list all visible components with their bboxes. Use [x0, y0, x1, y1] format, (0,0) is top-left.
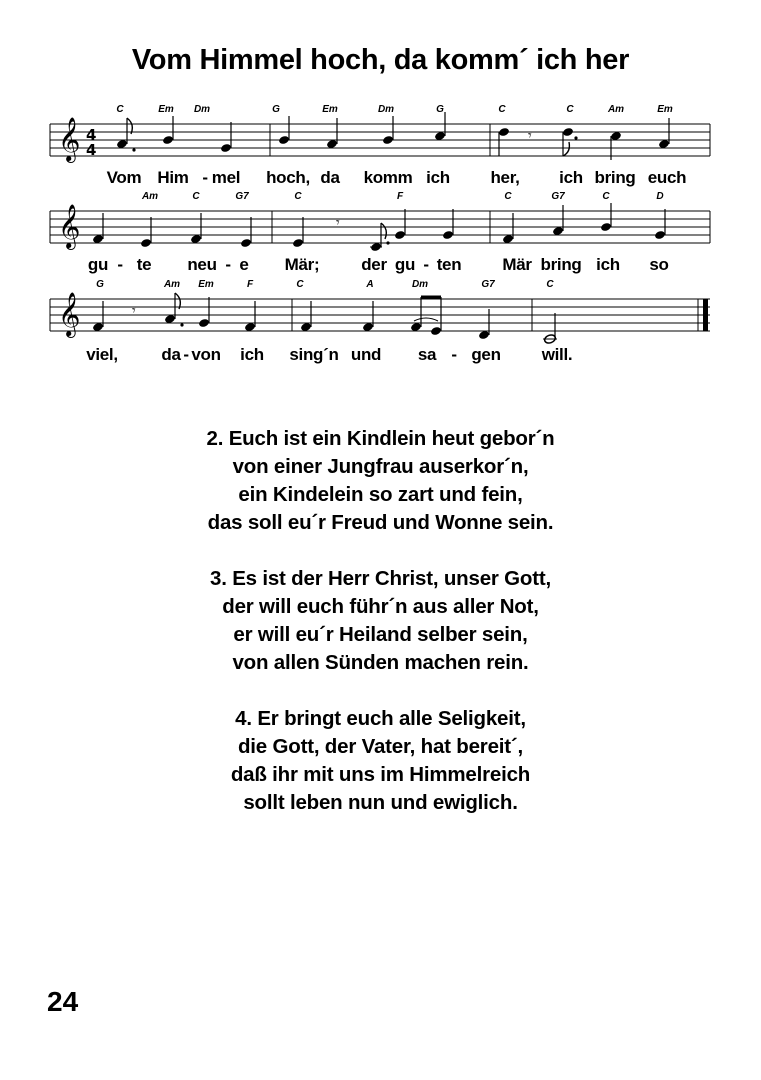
lyric-syllable: da: [320, 168, 340, 187]
chord-symbol: C: [296, 279, 304, 290]
treble-clef-icon: 𝄞: [58, 204, 81, 248]
chord-symbol: D: [656, 191, 664, 202]
verse-line: die Gott, der Vater, hat bereit´,: [237, 735, 524, 758]
lyric-syllable: will.: [541, 345, 573, 364]
chord-symbol: G: [96, 279, 104, 290]
chord-symbol: Em: [657, 104, 673, 115]
chord-symbol: Am: [607, 104, 625, 115]
lyric-syllable: sing´n: [289, 345, 339, 364]
lyric-syllable: Vom: [106, 168, 142, 187]
song-title: Vom Himmel hoch, da komm´ ich her: [131, 44, 630, 76]
chord-symbol: Em: [322, 104, 338, 115]
verse-line: sollt leben nun und ewiglich.: [243, 791, 518, 814]
verse-line: 4. Er bringt euch alle Seligkeit,: [235, 707, 526, 730]
lyric-syllable: der: [361, 255, 387, 274]
verse-4: [0, 705, 761, 817]
staff-2: [50, 195, 710, 248]
chord-symbol: Dm: [193, 104, 211, 115]
lyric-syllable: te: [136, 255, 152, 274]
lyric-syllable: mel: [211, 168, 241, 187]
lyric-syllable: Mär: [502, 255, 532, 274]
page-number: 24: [47, 986, 79, 1017]
lyric-syllable: da: [161, 345, 181, 364]
lyric-syllable: -: [117, 255, 123, 274]
lyric-syllable: -: [423, 255, 429, 274]
music-system-3: [50, 279, 710, 378]
chord-symbol: F: [246, 279, 254, 290]
notes-measure-8: [300, 297, 490, 340]
lyric-syllable: Mär;: [284, 255, 320, 274]
staff-3: [50, 283, 710, 339]
lyric-syllable: -: [202, 168, 208, 187]
chord-symbol: C: [504, 191, 512, 202]
chord-symbol: Dm: [411, 279, 429, 290]
lyric-syllable: her,: [490, 168, 520, 187]
lyric-syllable: ich: [596, 255, 620, 274]
lyric-syllable: sa: [417, 345, 437, 364]
lyric-syllable: -: [451, 345, 457, 364]
treble-clef-icon: 𝄞: [58, 117, 81, 161]
chord-symbol: C: [546, 279, 554, 290]
lyric-syllable: euch: [647, 168, 687, 187]
treble-clef-icon: 𝄞: [58, 292, 81, 336]
verse-3: [0, 565, 761, 677]
music-system-2: [50, 191, 710, 285]
verse-line: von allen Sünden machen rein.: [232, 651, 529, 674]
verse-line: er will eu´r Heiland selber sein,: [233, 623, 528, 646]
verse-2: [0, 425, 761, 537]
lyric-syllable: ich: [426, 168, 450, 187]
lyric-syllable: hoch,: [266, 168, 310, 187]
lyric-syllable: ten: [436, 255, 462, 274]
verse-line: das soll eu´r Freud und Wonne sein.: [207, 511, 554, 534]
chord-symbol: G7: [481, 279, 495, 290]
svg-text:𝄾: 𝄾: [132, 303, 136, 319]
time-signature-top: 4: [86, 126, 97, 144]
verse-line: daß ihr mit uns im Himmelreich: [230, 763, 531, 786]
lyric-syllable: gu: [87, 255, 109, 274]
chord-symbol: Am: [141, 191, 159, 202]
chord-symbol: Em: [158, 104, 174, 115]
lyric-syllable: Him: [157, 168, 189, 187]
lyric-syllable: so: [649, 255, 669, 274]
lyric-syllable: gen: [471, 345, 501, 364]
lyric-syllable: -: [225, 255, 231, 274]
chord-symbol: C: [566, 104, 574, 115]
chord-symbol: G7: [551, 191, 565, 202]
chord-symbol: C: [192, 191, 200, 202]
lyric-syllable: gu: [394, 255, 416, 274]
svg-text:𝄾: 𝄾: [528, 128, 532, 144]
notes-measure-5: [292, 209, 454, 252]
lyric-syllable: und: [350, 345, 382, 364]
chord-symbol: F: [396, 191, 404, 202]
chord-symbol: Em: [198, 279, 214, 290]
staff-1: [50, 108, 710, 161]
verse-line: von einer Jungfrau auserkor´n,: [232, 455, 529, 478]
chord-symbol: C: [294, 191, 302, 202]
verse-line: 2. Euch ist ein Kindlein heut gebor´n: [206, 427, 555, 450]
lyric-syllable: -: [183, 345, 189, 364]
chord-symbol: Dm: [377, 104, 395, 115]
lyric-syllable: bring: [594, 168, 636, 187]
chord-symbol: C: [116, 104, 124, 115]
lyric-syllable: neu: [187, 255, 217, 274]
lyric-syllable: von: [191, 345, 221, 364]
lyric-syllable: komm: [363, 168, 413, 187]
chord-symbol: G: [272, 104, 280, 115]
chord-symbol: C: [498, 104, 506, 115]
chord-symbol: C: [602, 191, 610, 202]
verse-line: ein Kindelein so zart und fein,: [238, 483, 523, 506]
lyric-syllable: ich: [559, 168, 583, 187]
chord-symbol: Am: [163, 279, 181, 290]
verse-line: 3. Es ist der Herr Christ, unser Gott,: [210, 567, 551, 590]
lyric-syllable: e: [239, 255, 249, 274]
lyric-syllable: ich: [240, 345, 264, 364]
notes-measure-2: [278, 112, 446, 149]
notes-measure-6: [502, 203, 666, 244]
music-system-1: [50, 104, 710, 198]
lyric-syllable: viel,: [86, 345, 118, 364]
verse-line: der will euch führ´n aus aller Not,: [222, 595, 539, 618]
chord-symbol: G7: [235, 191, 249, 202]
chord-symbol: G: [436, 104, 444, 115]
lyric-syllable: bring: [540, 255, 582, 274]
time-signature-bottom: 4: [86, 141, 97, 159]
chord-symbol: A: [366, 279, 374, 290]
notes-measure-9: [543, 313, 557, 344]
svg-text:𝄾: 𝄾: [336, 215, 340, 231]
